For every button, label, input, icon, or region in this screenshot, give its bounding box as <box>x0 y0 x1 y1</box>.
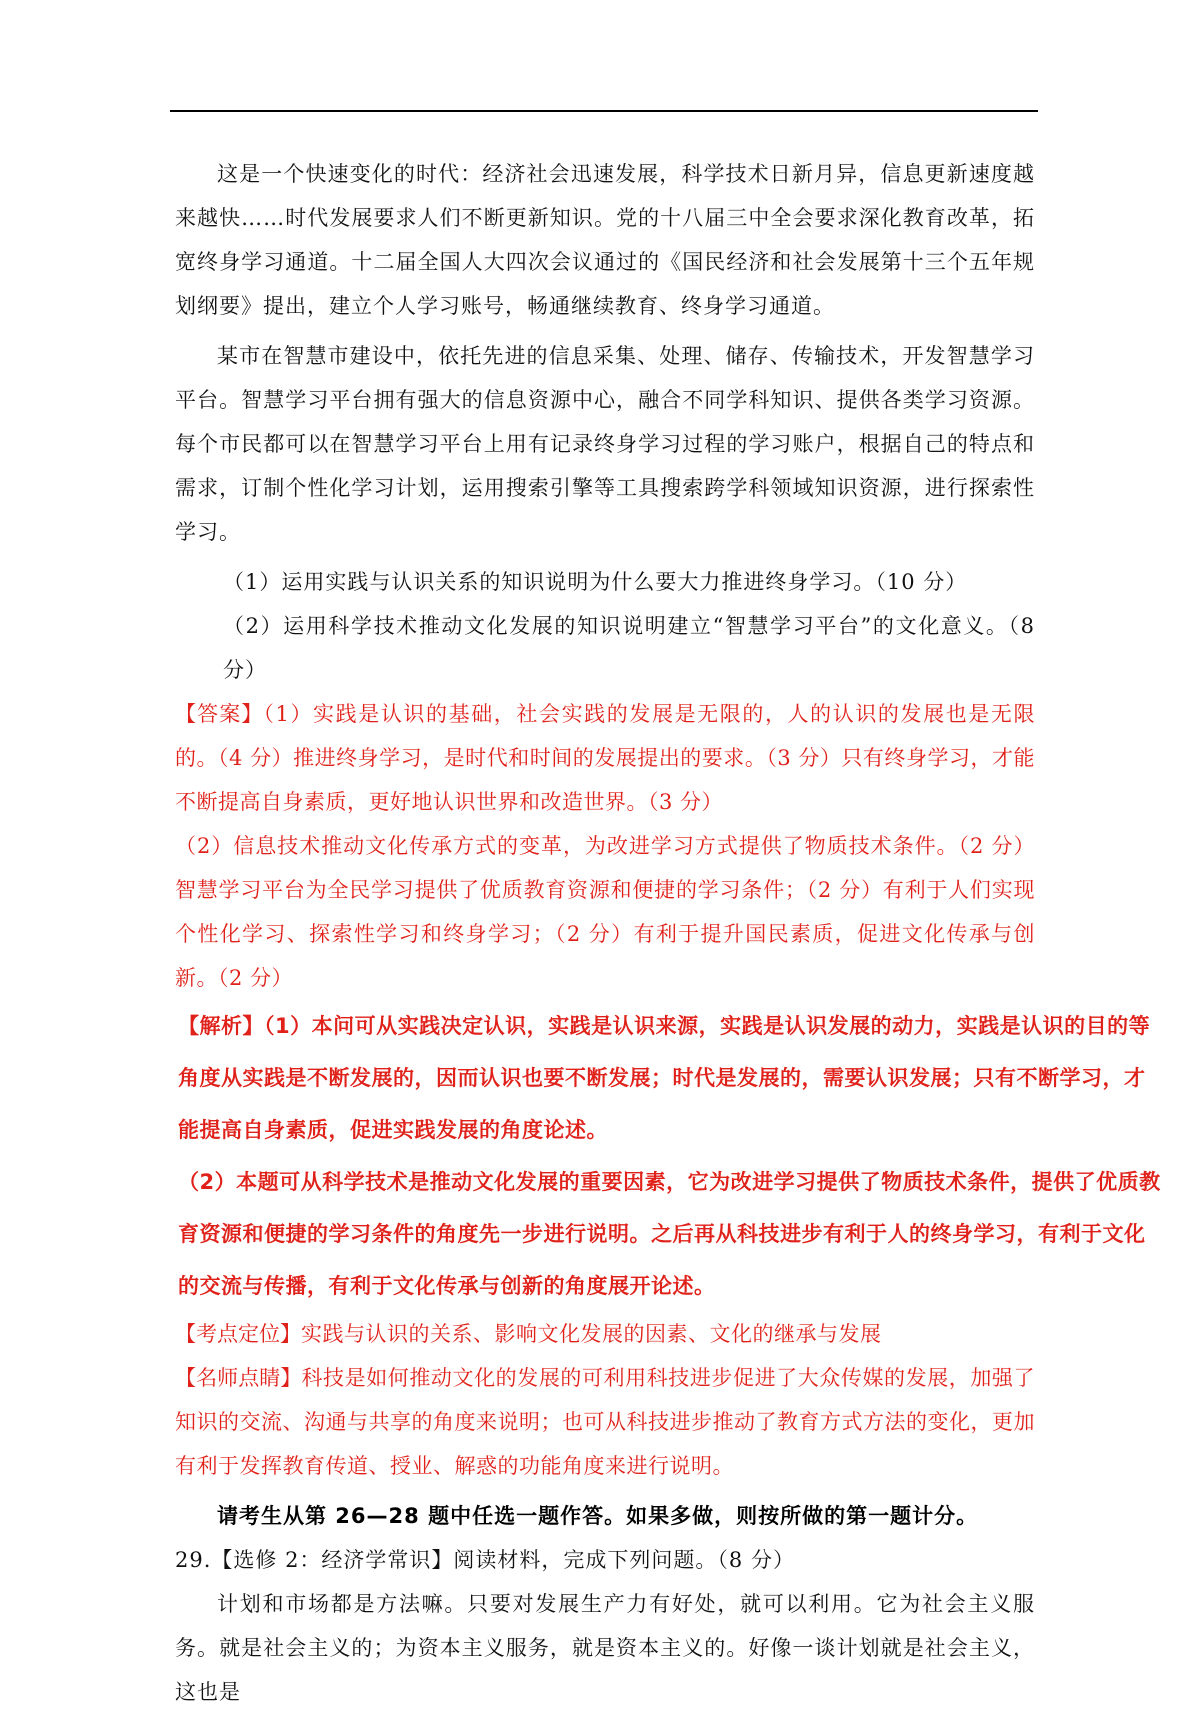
answer-section <box>175 692 1035 1000</box>
analysis-part-2: （2）本题可从科学技术是推动文化发展的重要因素，它为改进学习提供了物质技术条件，提供了优质教育资源和便捷的学习条件的角度先一步进行说明。之后再从科技进步有利于人的终身学习，有利于文化的交流与传播，有利于文化传承与创新的角度展开论述。 <box>178 1170 1161 1298</box>
key-points-label: 【考点定位】 <box>175 1322 301 1346</box>
question-2: （2）运用科学技术推动文化发展的知识说明建立“智慧学习平台”的文化意义。（8 分） <box>223 614 1035 682</box>
document-body <box>175 152 1161 1714</box>
teacher-tip-label: 【名师点睛】 <box>175 1366 302 1390</box>
answer-part-1 <box>175 692 1035 824</box>
question-1: （1）运用实践与认识关系的知识说明为什么要大力推进终身学习。（10 分） <box>223 570 968 594</box>
question-29-heading: 29.【选修 2：经济学常识】阅读材料，完成下列问题。（8 分） <box>175 1548 795 1572</box>
intro-paragraph-1: 这是一个快速变化的时代：经济社会迅速发展，科学技术日新月异，信息更新速度越来越快……时代发展要求人们不断更新知识。党的十八届三中全会要求深化教育改革，拓宽终身学习通道。十二届全国人大四次会议通过的《国民经济和社会发展第十三个五年规划纲要》提出，建立个人学习账号，畅通继续教育、终身学习通道。 <box>175 162 1035 318</box>
teacher-tip <box>175 1356 1035 1488</box>
teacher-tip-text: 科技是如何推动文化的发展的可利用科技进步促进了大众传媒的发展，加强了知识的交流、沟通与共享的角度来说明；也可从科技进步推动了教育方式方法的变化，更加有利于发挥教育传道、授业、解惑的功能角度来进行说明。 <box>175 1366 1036 1478</box>
intro-paragraph-2: 某市在智慧市建设中，依托先进的信息采集、处理、储存、传输技术，开发智慧学习平台。智慧学习平台拥有强大的信息资源中心，融合不同学科知识、提供各类学习资源。每个市民都可以在智慧学习平台上用有记录终身学习过程的学习账户，根据自己的特点和需求，订制个性化学习计划，运用搜索引擎等工具搜索跨学科领域知识资源，进行探索性学习。 <box>175 344 1035 544</box>
analysis-part-1 <box>178 1000 1163 1156</box>
elective-instruction: 请考生从第 26—28 题中任选一题作答。如果多做，则按所做的第一题计分。 <box>217 1504 979 1528</box>
header-rule <box>170 110 1038 112</box>
answer-part-1-text: （1）实践是认识的基础，社会实践的发展是无限的，人的认识的发展也是无限的。（4 分）推进终身学习，是时代和时间的发展提出的要求。（3 分）只有终身学习，才能不断提高自身素质，更好地认识世界和改造世界。（3 分） <box>175 702 1036 814</box>
answer-label: 【答案】 <box>175 702 264 726</box>
answer-part-2: （2）信息技术推动文化传承方式的变革，为改进学习方式提供了物质技术条件。（2 分）智慧学习平台为全民学习提供了优质教育资源和便捷的学习条件；（2 分）有利于人们实现个性化学习、探索性学习和终身学习；（2 分）有利于提升国民素质，促进文化传承与创新。（2 分） <box>175 834 1035 990</box>
analysis-part-1-text: （1）本问可从实践决定认识，实践是认识来源，实践是认识发展的动力，实践是认识的目的等角度从实践是不断发展的，因而认识也要不断发展；时代是发展的，需要认识发展；只有不断学习，才能提高自身素质，促进实践发展的角度论述。 <box>178 1014 1151 1142</box>
analysis-section <box>178 1000 1163 1312</box>
question-29-material: 计划和市场都是方法嘛。只要对发展生产力有好处，就可以利用。它为社会主义服务。就是社会主义的；为资本主义服务，就是资本主义的。好像一谈计划就是社会主义，这也是 <box>175 1592 1035 1704</box>
key-points-text: 实践与认识的关系、影响文化发展的因素、文化的继承与发展 <box>301 1322 882 1346</box>
key-points <box>175 1312 1035 1356</box>
analysis-label: 【解析】 <box>178 1014 264 1038</box>
